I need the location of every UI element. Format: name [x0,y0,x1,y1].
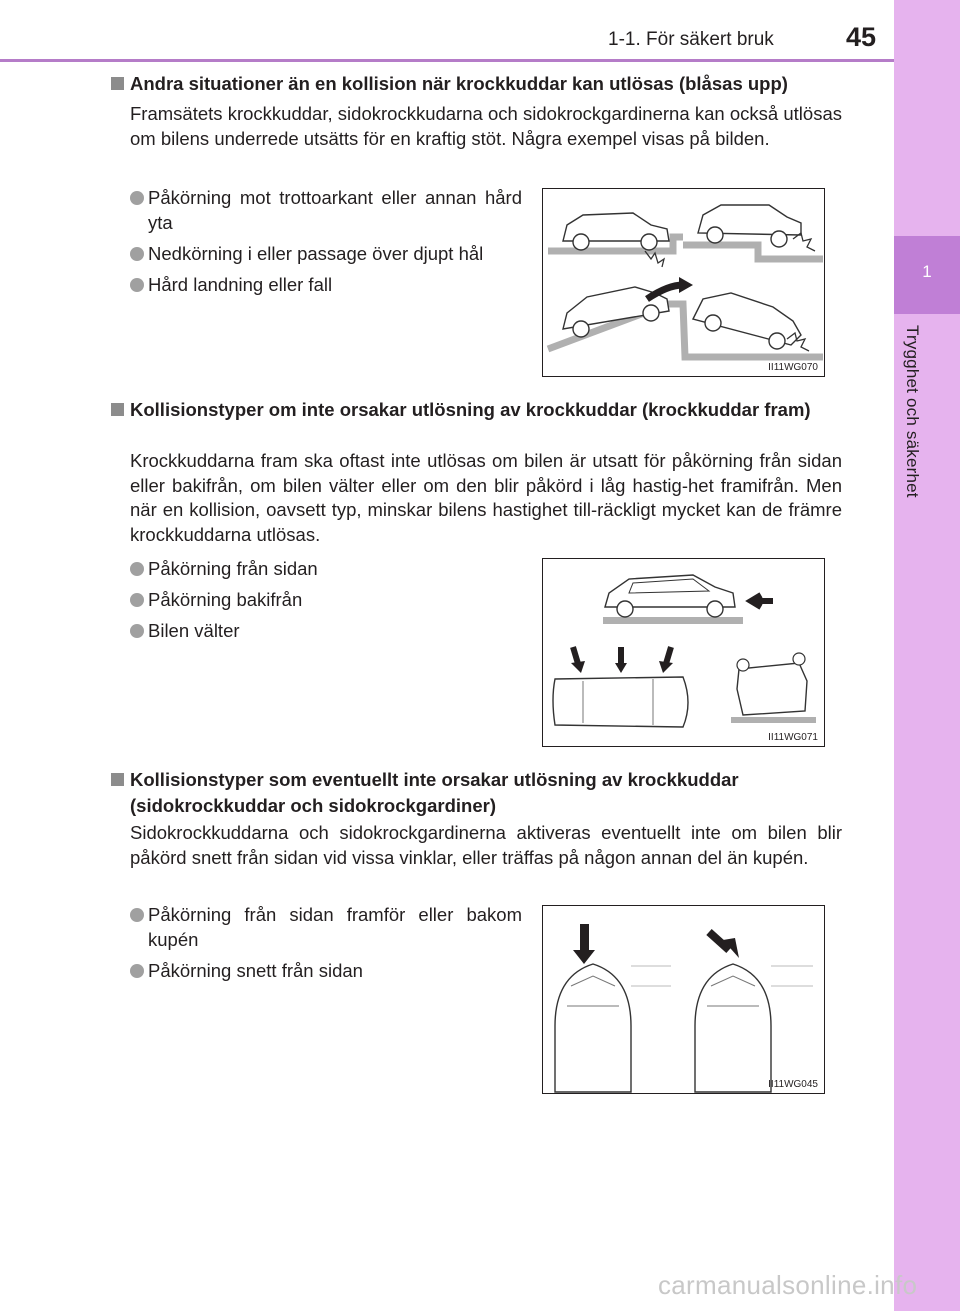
section-heading-2 [111,397,851,423]
section-heading-text: Kollisionstyper om inte orsakar utlösning av krockkuddar (krockkuddar fram) [130,399,811,420]
section-marker-icon [111,77,124,90]
bullet-item [130,619,522,644]
figure-code: II11WG045 [768,1079,818,1090]
bullet-text: Påkörning bakifrån [148,589,303,610]
figure-code: II11WG071 [768,732,818,743]
bullet-item [130,273,522,298]
section-heading-text: Andra situationer än en kollision när krockkuddar kan utlösas (blåsas upp) [130,73,788,94]
header-section-title: 1-1. För säkert bruk [608,29,774,50]
bullet-item [130,242,522,267]
illustration-side-rear-rollover [542,558,825,747]
bullet-item [130,557,522,582]
section-body-1: Framsätets krockkuddar, sidokrockkudarna och sidokrockgardinerna kan också utlösas om bilens underrede utsätts för en kraftig stöt. Några exempel visas på bilden. [130,103,842,149]
bullet-text: Bilen välter [148,620,240,641]
bullet-dot-icon [130,908,144,922]
bullet-dot-icon [130,247,144,261]
section-marker-icon [111,773,124,786]
bullet-text: Påkörning mot trottoarkant eller annan hård yta [148,187,522,233]
bullet-dot-icon [130,624,144,638]
car-oblique-impact-drawing [543,906,824,1093]
bullet-item [130,903,522,952]
bullet-item [130,588,522,613]
bullet-dot-icon [130,964,144,978]
bullet-text: Påkörning från sidan framför eller bakom kupén [148,904,522,950]
page-number: 45 [846,22,877,52]
section-heading-text: Kollisionstyper som eventuellt inte orsakar utlösning av krockkuddar (sidokrockkuddar och sidokrockgardiner) [130,769,739,816]
illustration-underbody-impact [542,188,825,377]
car-side-impact-drawing [543,559,824,746]
section-heading-3 [111,767,851,819]
section-body-2: Krockkuddarna fram ska oftast inte utlösas om bilen är utsatt för påkörning från sidan eller bakifrån, om bilen välter eller om den blir påkörd i låg hastig-het framifrån. Men när en kollision, oavsett typ, minskar bilens hastighet till-räckligt mycket kan de främre krockkuddarna utlösas. [130,450,842,545]
section-marker-icon [111,403,124,416]
section-body-3: Sidokrockkuddarna och sidokrockgardinerna aktiveras eventuellt inte om bilen blir påkörd snett från sidan vid vissa vinklar, eller träffas på någon annan del än kupén. [130,822,842,868]
chapter-title: Trygghet och säkerhet [903,325,922,498]
bullet-item [130,186,522,235]
bullet-dot-icon [130,562,144,576]
bullet-dot-icon [130,593,144,607]
bullet-dot-icon [130,191,144,205]
car-impact-drawing [543,189,824,376]
illustration-oblique-impact [542,905,825,1094]
figure-code: II11WG070 [768,362,818,373]
bullet-text: Påkörning från sidan [148,558,318,579]
chapter-sidebar [894,0,960,1311]
section-heading-1 [111,71,851,97]
chapter-number: 1 [922,262,932,281]
bullet-text: Påkörning snett från sidan [148,960,363,981]
header-divider [0,59,894,62]
bullet-text: Nedkörning i eller passage över djupt hål [148,243,484,264]
bullet-dot-icon [130,278,144,292]
bullet-text: Hård landning eller fall [148,274,333,295]
bullet-item [130,959,522,984]
watermark: carmanualsonline.info [658,1270,918,1300]
